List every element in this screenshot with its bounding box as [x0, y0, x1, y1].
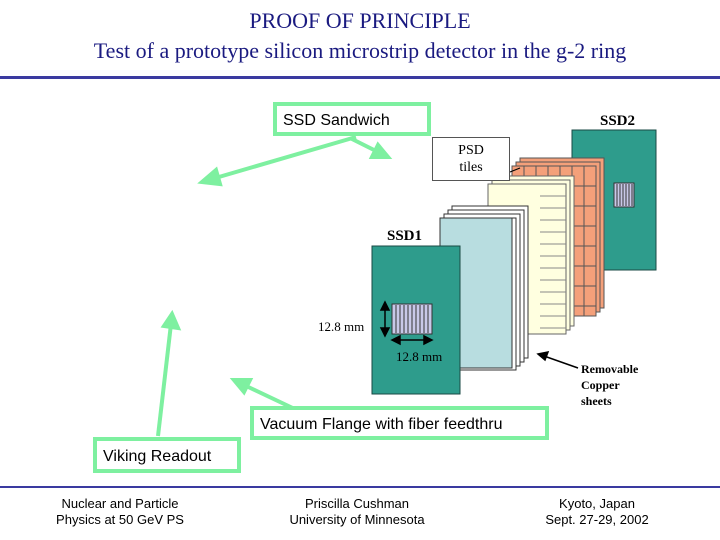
removable-line-1: Removable — [581, 362, 639, 376]
removable-sheets-pointer — [538, 352, 578, 368]
ssd1-label: SSD1 — [387, 228, 423, 244]
ssd1-sensor — [392, 304, 432, 334]
green-arrows — [158, 137, 388, 436]
footer-divider — [0, 486, 720, 488]
footer-center-line-2: University of Minnesota — [289, 512, 425, 527]
psd-tiles-line-1: PSD — [458, 143, 484, 158]
footer-left — [20, 496, 220, 528]
footer-left-line-2: Physics at 50 GeV PS — [56, 512, 184, 527]
ssd2-label: SSD2 — [600, 113, 636, 129]
viking-readout-label: Viking Readout — [93, 437, 241, 473]
footer-center — [257, 496, 457, 528]
ssd2-sensor — [614, 183, 634, 207]
title-line-1: PROOF OF PRINCIPLE — [249, 8, 471, 33]
footer-left-line-1: Nuclear and Particle — [61, 496, 179, 511]
footer-center-line-1: Priscilla Cushman — [304, 496, 410, 511]
psd-tiles-line-2: tiles — [459, 160, 483, 175]
removable-line-2: Copper — [581, 378, 620, 392]
dimension-vertical-label: 12.8 mm — [318, 319, 365, 334]
psd-tiles-label — [432, 137, 510, 181]
ssd-sandwich-label: SSD Sandwich — [273, 102, 431, 136]
removable-line-3: sheets — [581, 394, 612, 408]
footer-right-line-1: Kyoto, Japan — [559, 496, 635, 511]
removable-copper-label — [581, 361, 638, 409]
dimension-horizontal-label: 12.8 mm — [396, 349, 443, 364]
title-line-2: Test of a prototype silicon microstrip detector in the g-2 ring — [93, 38, 627, 63]
footer-right — [497, 496, 697, 528]
footer-right-line-2: Sept. 27-29, 2002 — [545, 512, 649, 527]
vacuum-flange-label: Vacuum Flange with fiber feedthru — [250, 406, 549, 440]
